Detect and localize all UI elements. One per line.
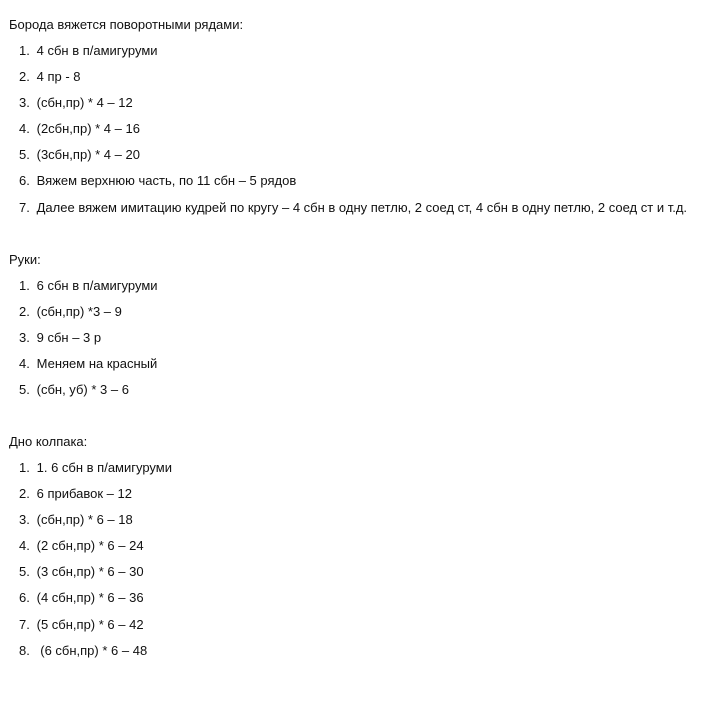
list-item-number: 2.: [19, 304, 30, 320]
list-item-text: 4 сбн в п/амигуруми: [36, 43, 158, 58]
list-item-number: 4.: [19, 356, 30, 372]
list-item-text: (сбн,пр) *3 – 9: [36, 304, 122, 320]
list-item: [9, 142, 687, 168]
list-item: [9, 64, 687, 90]
list-item: [9, 351, 158, 377]
list-item: [9, 533, 172, 559]
list-item-number: 8.: [19, 642, 30, 658]
list-item: [9, 455, 172, 481]
list-item-number: 1.: [19, 460, 30, 475]
list-item-number: 5.: [19, 147, 30, 163]
list-item-text: (2сбн,пр) * 4 – 16: [36, 121, 140, 137]
list-item-text: (4 сбн,пр) * 6 – 36: [36, 590, 144, 606]
list-item-text: 4 пр - 8: [36, 69, 81, 85]
list-item-number: 1.: [19, 278, 30, 293]
list-item-number: 6.: [19, 590, 30, 606]
list-item-text: (2 сбн,пр) * 6 – 24: [36, 538, 144, 554]
list-item-text: 9 сбн – 3 р: [36, 330, 102, 346]
list-item: [9, 559, 172, 585]
list-item: [9, 195, 687, 221]
list-item-text: (3 сбн,пр) * 6 – 30: [36, 564, 144, 580]
list-item-text: Далее вяжем имитацию кудрей по кругу – 4 сбн в одну петлю, 2 соед ст, 4 сбн в одну петлю, 2 соед ст и т.д.: [36, 199, 688, 215]
beard-list: [9, 38, 687, 221]
list-item-number: 4.: [19, 538, 30, 554]
list-item: [9, 116, 687, 142]
beard-heading: Борода вяжется поворотными рядами:: [9, 17, 244, 32]
list-item-text: Меняем на красный: [36, 356, 158, 372]
arms-heading: Руки:: [9, 252, 41, 267]
list-item: [9, 507, 172, 533]
list-item: [9, 585, 172, 611]
list-item-text: (сбн,пр) * 6 – 18: [36, 512, 133, 528]
hat-bottom-list: [9, 455, 172, 664]
list-item-text: (6 сбн,пр) * 6 – 48: [36, 642, 148, 658]
list-item: [9, 325, 158, 351]
hat-bottom-section: [9, 429, 172, 664]
list-item-text: (3сбн,пр) * 4 – 20: [36, 147, 140, 163]
list-item-text: 6 сбн в п/амигуруми: [36, 278, 158, 293]
list-item: [9, 481, 172, 507]
list-item-number: 7.: [19, 616, 30, 632]
arms-list: [9, 273, 158, 403]
list-item: [9, 273, 158, 299]
list-item-number: 2.: [19, 486, 30, 502]
list-item-text: 6 прибавок – 12: [36, 486, 132, 502]
list-item: [9, 168, 687, 194]
list-item-number: 3.: [19, 330, 30, 346]
list-item-text: 1. 6 сбн в п/амигуруми: [36, 460, 172, 475]
list-item-text: (сбн,пр) * 4 – 12: [36, 95, 133, 111]
list-item: [9, 90, 687, 116]
list-item-number: 2.: [19, 69, 30, 85]
list-item-text: Вяжем верхнюю часть, по 11 сбн – 5 рядов: [36, 173, 297, 189]
arms-section: [9, 247, 158, 403]
list-item: [9, 38, 687, 64]
list-item: [9, 377, 158, 403]
list-item-number: 6.: [19, 173, 30, 189]
hat-bottom-heading: Дно колпака:: [9, 434, 88, 449]
list-item: [9, 638, 172, 664]
list-item-number: 4.: [19, 121, 30, 137]
beard-section: [9, 12, 687, 221]
list-item: [9, 612, 172, 638]
list-item-number: 5.: [19, 382, 30, 398]
list-item-number: 1.: [19, 43, 30, 58]
list-item: [9, 299, 158, 325]
list-item-text: (5 сбн,пр) * 6 – 42: [36, 616, 144, 632]
list-item-number: 3.: [19, 512, 30, 528]
list-item-number: 5.: [19, 564, 30, 580]
list-item-number: 3.: [19, 95, 30, 111]
list-item-text: (сбн, уб) * 3 – 6: [36, 382, 129, 398]
list-item-number: 7.: [19, 199, 30, 215]
